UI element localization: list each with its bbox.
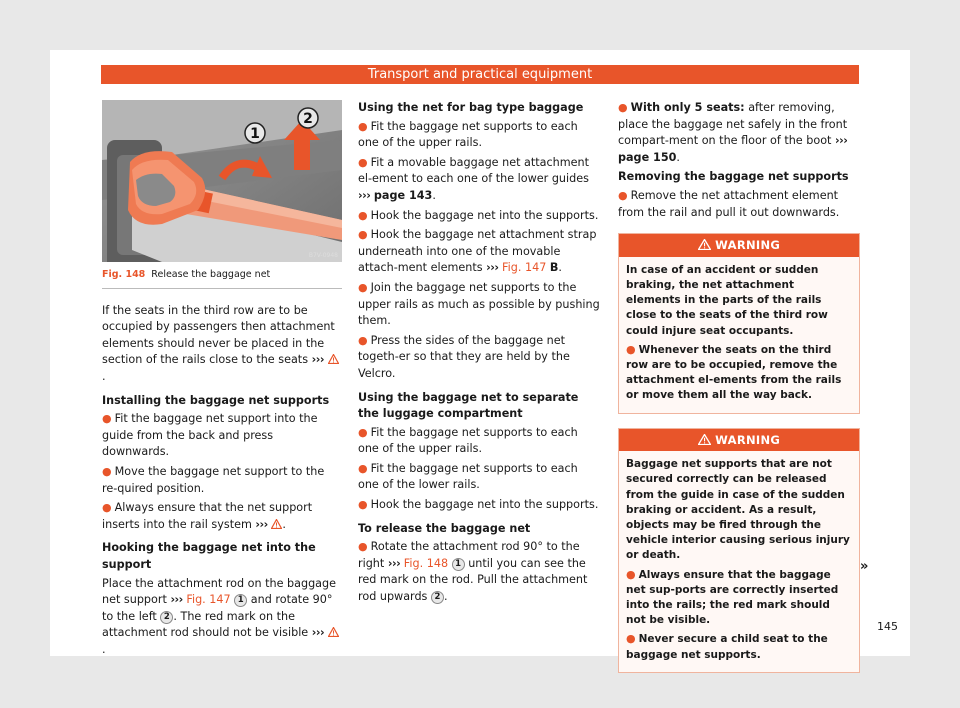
list-item-text: Fit a movable baggage net attachment el-ement to each one of the lower guides bbox=[358, 155, 590, 186]
manual-page bbox=[50, 50, 910, 661]
text: . The red mark on the attachment rod should not be visible bbox=[102, 609, 309, 640]
intro-paragraph: If the seats in the third row are to be occupied by passengers then attachment elements should never be placed in the section of the rails close to the seats ››› . bbox=[102, 303, 342, 386]
warning-triangle-icon[interactable] bbox=[328, 627, 339, 637]
ref-arrows: ››› bbox=[255, 517, 268, 531]
ref-arrows: ››› bbox=[486, 261, 499, 275]
bullet-icon: ● bbox=[102, 501, 112, 515]
warning-triangle-icon bbox=[698, 239, 711, 250]
heading-release: To release the baggage net bbox=[358, 521, 531, 535]
list-item: ● Fit a movable baggage net attachment el-ement to each one of the lower guides ››› page 143. bbox=[358, 155, 590, 202]
callout-2: 2 bbox=[303, 111, 313, 127]
heading-separate: Using the baggage net to separate the luggage compartment bbox=[358, 390, 579, 421]
ref-arrows: ››› bbox=[311, 626, 325, 640]
list-item-text: Join the baggage net supports to the upper rails as much as possible by pushing them. bbox=[358, 280, 600, 328]
warning-title: WARNING bbox=[715, 238, 781, 253]
list-item: ● Always ensure that the net support inserts into the rail system ››› . bbox=[102, 501, 313, 531]
list-item bbox=[358, 497, 602, 514]
callout-badge: 2 bbox=[431, 591, 444, 604]
list-item-text: after removing, place the baggage net safely in the front compart-ment on the floor of the boot bbox=[618, 101, 848, 148]
list-item bbox=[358, 119, 602, 152]
ref-arrows: ››› bbox=[834, 134, 848, 148]
bullet-icon: ● bbox=[626, 632, 636, 646]
list-item-text: Fit the baggage net supports to each one of the lower rails. bbox=[358, 461, 578, 492]
figure-link[interactable]: Fig. 147 bbox=[502, 261, 547, 275]
figure-label: Fig. 148 bbox=[102, 269, 146, 280]
ref-arrows: ››› bbox=[387, 556, 401, 570]
page-link[interactable]: page 143 bbox=[373, 188, 433, 202]
warning-header bbox=[619, 429, 859, 452]
bullet-icon: ● bbox=[358, 119, 368, 133]
bullet-icon: ● bbox=[618, 188, 628, 202]
ref-arrows: ››› bbox=[358, 188, 371, 202]
section-header: Transport and practical equipment bbox=[101, 65, 859, 84]
warning-triangle-icon[interactable] bbox=[271, 519, 282, 529]
list-item-text: Hook the baggage net into the supports. bbox=[370, 208, 599, 222]
list-item bbox=[102, 464, 342, 497]
figure-caption bbox=[102, 267, 342, 289]
list-item-text: Hook the baggage net into the supports. bbox=[370, 498, 599, 512]
figure-148-image bbox=[102, 100, 342, 262]
warning-text: In case of an accident or sudden braking, the net attachment elements in the parts of the rails close to the seats of the third row could injure seat occupants. bbox=[626, 263, 828, 337]
continue-arrow: » bbox=[860, 559, 869, 574]
warning-title: WARNING bbox=[715, 432, 781, 447]
list-item-text: Fit the baggage net support into the guide from the back and press downwards. bbox=[102, 412, 318, 459]
list-item-lead: With only 5 seats: bbox=[630, 101, 745, 114]
bullet-icon: ● bbox=[626, 567, 636, 581]
bullet-icon: ● bbox=[358, 333, 368, 347]
list-item-text: Always ensure that the net support inserts into the rail system bbox=[102, 501, 313, 531]
warning-triangle-icon[interactable] bbox=[328, 354, 339, 364]
warning-list-text: Whenever the seats on the third row are to be occupied, remove the attachment el-ements from the rails or move them all the way back. bbox=[626, 343, 842, 402]
list-item bbox=[358, 333, 602, 383]
callout-1: 1 bbox=[250, 126, 260, 142]
bullet-icon: ● bbox=[358, 280, 368, 294]
list-item: ● With only 5 seats: after removing, place the baggage net safely in the front compart-ment on the floor of the boot ››› page 150. bbox=[618, 101, 848, 164]
figure-code: B7V-0948 bbox=[308, 252, 338, 259]
warning-list-text: Always ensure that the baggage net sup-ports are correctly inserted into the rails; the red mark should not be visible. bbox=[626, 568, 839, 627]
list-item bbox=[618, 188, 860, 221]
warning-body bbox=[619, 451, 859, 672]
column-2 bbox=[358, 100, 602, 613]
heading-hooking: Hooking the baggage net into the support bbox=[102, 541, 316, 571]
warning-triangle-icon bbox=[698, 434, 711, 445]
page-link[interactable]: page 150 bbox=[618, 150, 677, 164]
warning-list-item bbox=[626, 342, 852, 404]
bullet-icon: ● bbox=[618, 101, 628, 114]
bullet-icon: ● bbox=[358, 155, 368, 169]
callout-badge: 1 bbox=[234, 594, 247, 607]
list-item bbox=[358, 208, 602, 225]
bullet-icon: ● bbox=[102, 464, 112, 478]
list-item-text: Fit the baggage net supports to each one of the upper rails. bbox=[358, 425, 578, 456]
warning-list-item bbox=[626, 631, 852, 662]
list-item-text: Press the sides of the baggage net togeth-er so that they are held by the Velcro. bbox=[358, 333, 570, 380]
list-item bbox=[358, 461, 602, 494]
warning-body bbox=[619, 257, 859, 413]
list-item-text: Hook the baggage net attachment strap underneath into one of the movable attach-ment elements bbox=[358, 228, 597, 275]
heading-installing: Installing the baggage net supports bbox=[102, 393, 330, 407]
list-item bbox=[358, 425, 602, 458]
list-item-text: Remove the net attachment element from the rail and pull it out downwards. bbox=[618, 188, 840, 219]
list-item-text: Move the baggage net support to the re-quired position. bbox=[102, 464, 325, 495]
heading-removing: Removing the baggage net supports bbox=[618, 170, 849, 184]
bullet-icon: ● bbox=[102, 412, 112, 426]
page-number: 145 bbox=[877, 620, 898, 633]
warning-text: Baggage net supports that are not secured correctly can be released from the guide in case of the sudden braking or accident. As a result, objects may be fired through the vehicle interior causing serious injury or death. bbox=[626, 458, 850, 562]
column-3 bbox=[618, 100, 860, 687]
list-item-text: until you can see the red mark on the rod. Pull the attachment rod upwards bbox=[358, 556, 588, 604]
intro-text: If the seats in the third row are to be occupied by passengers then attachment elements should never be placed in the section of the rails close to the seats bbox=[102, 303, 335, 367]
figure-caption-text: Release the baggage net bbox=[151, 269, 271, 280]
callout-badge: 2 bbox=[160, 611, 173, 624]
paragraph-hooking: Place the attachment rod on the baggage net support ››› Fig. 147 1 and rotate 90° to the left 2 . The red mark on the attachment rod should not be visible ››› . bbox=[102, 576, 342, 659]
text: Place the attachment rod on the baggage net support bbox=[102, 576, 337, 607]
bullet-icon: ● bbox=[626, 342, 636, 356]
callout-badge: 1 bbox=[452, 558, 465, 571]
list-item: ● Rotate the attachment rod 90° to the right ››› Fig. 148 1 until you can see the red mark on the rod. Pull the attachment rod upwards 2 . bbox=[358, 540, 588, 604]
warning-list-text: Never secure a child seat to the baggage net supports. bbox=[626, 633, 828, 661]
warning-list-item bbox=[626, 567, 852, 629]
bullet-icon: ● bbox=[358, 425, 368, 439]
figure-link[interactable]: Fig. 147 bbox=[186, 593, 231, 607]
warning-box-1 bbox=[618, 233, 860, 413]
ref-arrows: ››› bbox=[311, 353, 324, 367]
bullet-icon: ● bbox=[358, 461, 368, 475]
heading-bag-type: Using the net for bag type baggage bbox=[358, 101, 584, 114]
warning-header bbox=[619, 234, 859, 257]
figure-link[interactable]: Fig. 148 bbox=[403, 556, 449, 570]
baggage-net-release-illustration bbox=[102, 100, 342, 262]
warning-box-2 bbox=[618, 428, 860, 673]
bullet-icon: ● bbox=[358, 498, 368, 512]
text: and rotate 90° to the left bbox=[102, 593, 333, 623]
column-1 bbox=[102, 100, 342, 665]
list-item bbox=[358, 280, 602, 330]
ref-arrows: ››› bbox=[170, 593, 183, 607]
bullet-icon: ● bbox=[358, 208, 368, 222]
figure-letter: B bbox=[549, 261, 559, 275]
list-item-text: Fit the baggage net supports to each one of the upper rails. bbox=[358, 119, 578, 150]
list-item bbox=[102, 411, 342, 461]
bullet-icon: ● bbox=[358, 228, 368, 242]
list-item-text: Rotate the attachment rod 90° to the right bbox=[358, 540, 580, 570]
list-item: ● Hook the baggage net attachment strap underneath into one of the movable attach-ment elements ››› Fig. 147 B. bbox=[358, 228, 597, 275]
bullet-icon: ● bbox=[358, 540, 368, 554]
